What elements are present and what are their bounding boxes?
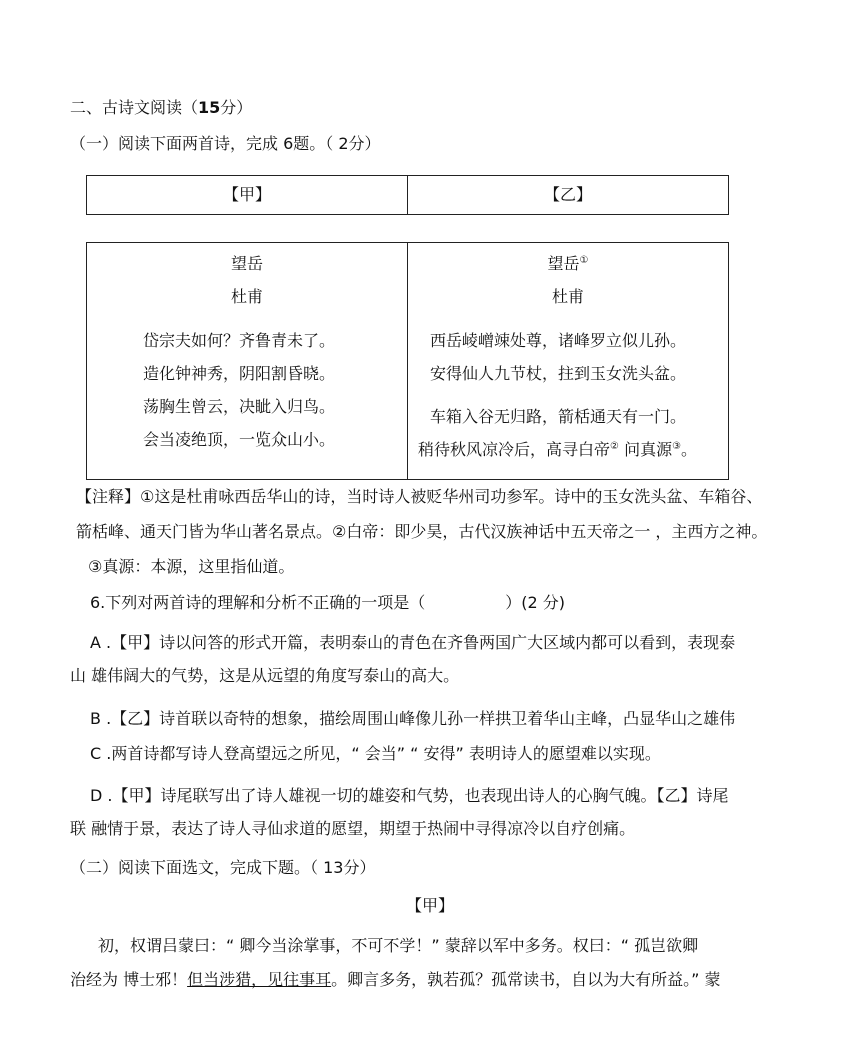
poem-yi-line4-c: 。	[681, 440, 698, 459]
option-d: D .【甲】诗尾联写出了诗人雄视一切的雄姿和气势，也表现出诗人的心胸气魄。【乙】诗尾	[90, 786, 729, 805]
poem-yi-line	[418, 440, 697, 460]
notes-line: ③真源：本源，这里指仙道。	[88, 557, 295, 576]
section-title-score: 15	[198, 98, 221, 117]
option-d-cont: 联 融情于景，表达了诗人寻仙求道的愿望，期望于热闹中寻得凉冷以自疗创痛。	[70, 819, 636, 838]
note-marker: ②	[610, 441, 619, 452]
header-jia: 【甲】	[87, 176, 408, 215]
note-marker: ③	[672, 441, 682, 452]
poem-yi-title	[408, 254, 728, 274]
part2-heading: （二）阅读下面选文，完成下题。（ 13分）	[70, 858, 376, 877]
poem-jia-author: 杜甫	[230, 287, 263, 306]
passage-text: 。卿言多务，孰若孤？孤常读书，自以为大有所益。” 蒙	[331, 970, 721, 989]
passage-line: 初，权谓吕蒙曰：“ 卿今当涂掌事，不可不学！” 蒙辞以军中多务。权曰：“ 孤岂欲卿	[98, 936, 699, 955]
poem-yi-line: 安得仙人九节杖，拄到玉女洗头盆。	[430, 364, 687, 383]
section-title-prefix: 二、古诗文阅读（	[70, 98, 199, 117]
poem-yi-cell	[408, 243, 729, 480]
part1-heading: （一）阅读下面两首诗，完成 6题。（ 2分）	[70, 134, 381, 153]
section-title-suffix: 分）	[220, 98, 253, 117]
underlined-sentence: 但当涉猎，见往事耳	[187, 970, 332, 989]
poem-yi-line: 车箱入谷无归路，箭栝通天有一门。	[430, 407, 687, 426]
poem-yi-line4-b: 问真源	[618, 440, 673, 459]
poems-table	[86, 242, 729, 480]
question-6-score: ）(2 分)	[505, 593, 566, 612]
poem-yi-line: 西岳崚嶒竦处尊，诸峰罗立似儿孙。	[430, 331, 687, 350]
poem-jia-line: 会当凌绝顶，一览众山小。	[143, 430, 336, 449]
poem-jia-line: 岱宗夫如何？齐鲁青未了。	[143, 331, 336, 350]
question-6-stem-text: 6.下列对两首诗的理解和分析不正确的一项是（	[90, 593, 426, 612]
passage-line	[70, 970, 721, 990]
header-yi: 【乙】	[408, 176, 729, 215]
note-marker: ①	[579, 255, 589, 266]
passage-jia-label: 【甲】	[405, 896, 454, 915]
option-a-cont: 山 雄伟阔大的气势，这是从远望的角度写泰山的高大。	[70, 666, 460, 685]
notes-line: 箭栝峰、通天门皆为华山著名景点。②白帝：即少昊，古代汉族神话中五天帝之一 ，主西方之神。	[76, 522, 768, 541]
poem-jia-cell	[87, 243, 408, 480]
section-title	[70, 98, 252, 118]
poem-jia-title: 望岳	[230, 254, 263, 273]
poem-yi-title-text: 望岳	[547, 254, 580, 273]
poem-yi-author: 杜甫	[551, 287, 584, 306]
poem-header-table	[86, 175, 729, 215]
passage-text: 治经为 博士邪！	[70, 970, 188, 989]
notes-line: 【注释】①这是杜甫咏西岳华山的诗，当时诗人被贬华州司功参军。诗中的玉女洗头盆、车箱谷、	[76, 487, 763, 506]
option-b: B .【乙】诗首联以奇特的想象，描绘周围山峰像儿孙一样拱卫着华山主峰，凸显华山之雄伟	[90, 709, 736, 728]
poem-jia-line: 荡胸生曾云，决眦入归鸟。	[143, 397, 336, 416]
poem-yi-line4-a: 稍待秋风凉冷后，高寻白帝	[418, 440, 611, 459]
question-6-stem	[90, 593, 565, 613]
option-c: C .两首诗都写诗人登高望远之所见，“ 会当” “ 安得” 表明诗人的愿望难以实现。	[90, 744, 661, 763]
poem-jia-line: 造化钟神秀，阴阳割昏晓。	[143, 364, 336, 383]
option-a: A .【甲】诗以问答的形式开篇，表明泰山的青色在齐鲁两国广大区域内都可以看到，表现泰	[90, 633, 736, 652]
